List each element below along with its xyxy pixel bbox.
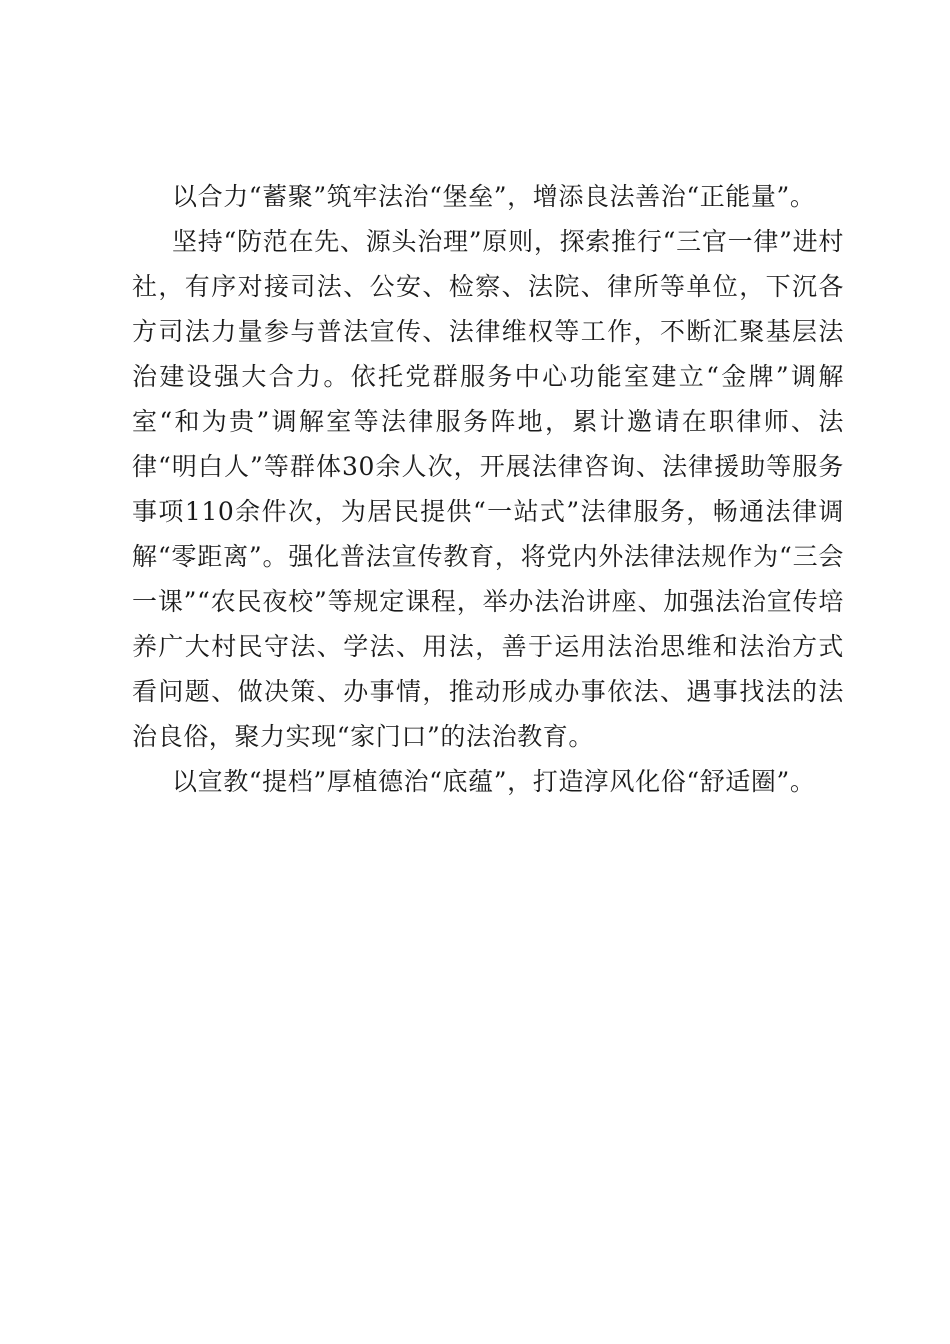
body-paragraph-legal-services: 坚持“防范在先、源头治理”原则，探索推行“三官一律”进村社，有序对接司法、公安、检察、法院、律所等单位，下沉各方司法力量参与普法宣传、法律维权等工作，不断汇聚基层法治建设强大合力。依托党群服务中心功能室建立“金牌”调解室“和为贵”调解室等法律服务阵地，累计邀请在职律师、法律“明白人”等群体30余人次，开展法律咨询、法律援助等服务事项110余件次，为居民提供“一站式”法律服务，畅通法律调解“零距离”。强化普法宣传教育，将党内外法律法规作为“三会一课”“农民夜校”等规定课程，举办法治讲座、加强法治宣传培养广大村民守法、学法、用法，善于运用法治思维和法治方式看问题、做决策、办事情，推动形成办事依法、遇事找法的法治良俗，聚力实现“家门口”的法治教育。 [132, 227, 844, 751]
document-body [132, 174, 844, 804]
section-heading-rule-of-law: 以合力“蓄聚”筑牢法治“堡垒”，增添良法善治“正能量”。 [172, 182, 816, 211]
section-heading-moral-education: 以宣教“提档”厚植德治“底蕴”，打造淳风化俗“舒适圈”。 [172, 767, 816, 796]
